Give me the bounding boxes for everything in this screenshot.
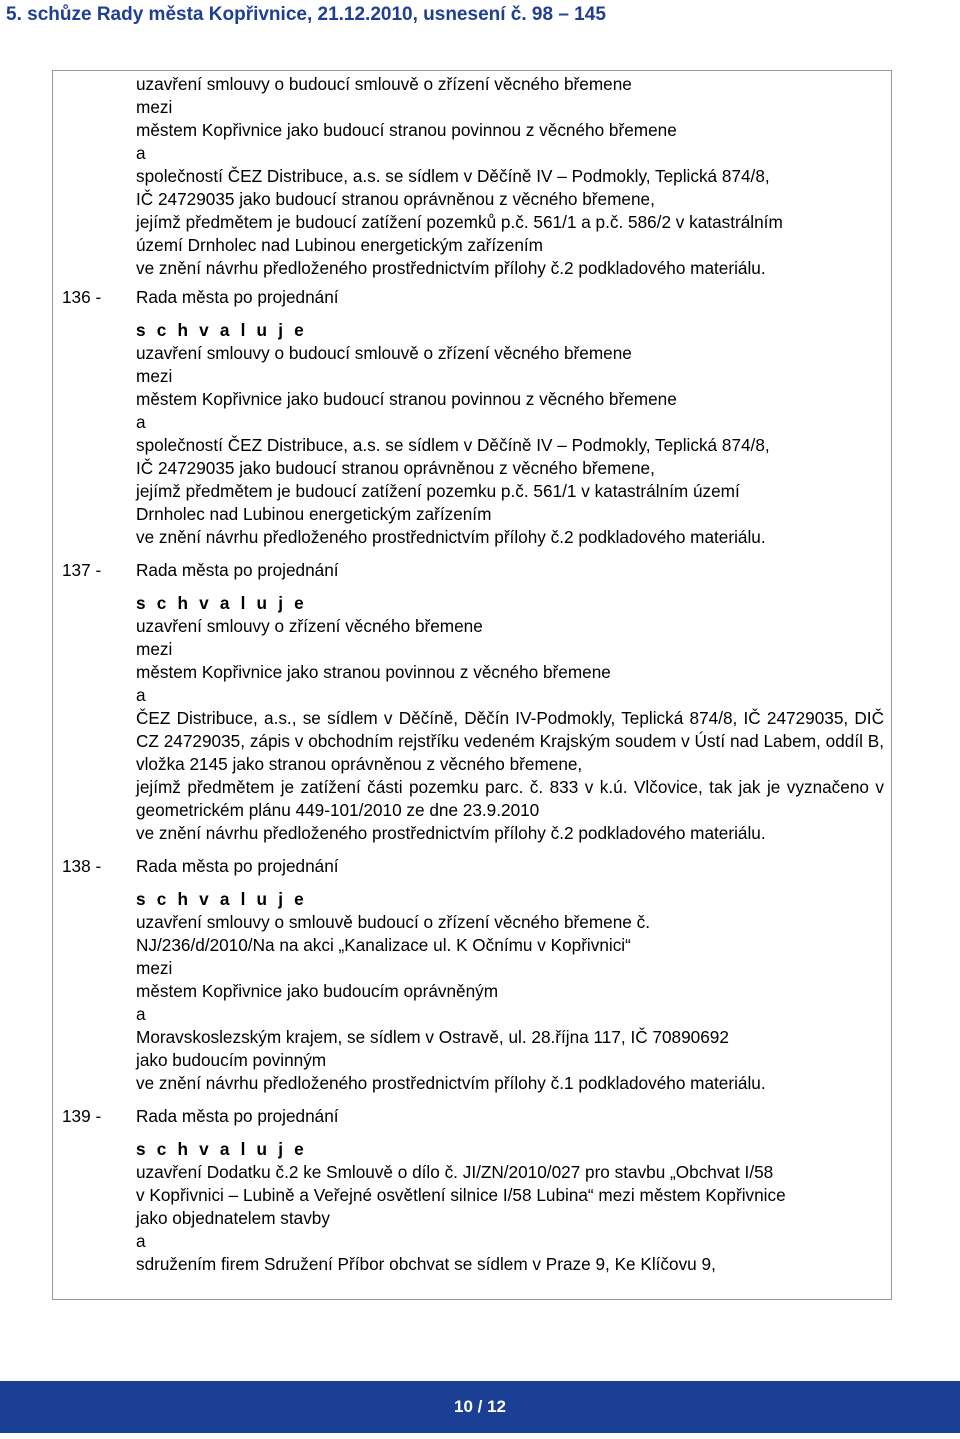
resolution-138: [62, 855, 892, 1095]
text-line: sdružením firem Sdružení Příbor obchvat se sídlem v Praze 9, Ke Klíčovu 9,: [136, 1254, 716, 1274]
text-line: městem Kopřivnice jako budoucí stranou povinnou z věcného břemene: [136, 389, 677, 409]
text-paragraph: ČEZ Distribuce, a.s., se sídlem v Děčíně, Děčín IV-Podmokly, Teplická 874/8, IČ 24729035, DIČ CZ 24729035, zápis v obchodním rejstříku vedeném Krajským soudem v Ústí nad Labem, oddíl B, vložka 2145 jako stranou oprávněnou z věcného břemene,: [136, 708, 884, 774]
text-line: mezi: [136, 97, 173, 117]
text-line: uzavření smlouvy o smlouvě budoucí o zřízení věcného břemene č.: [136, 912, 650, 932]
resolution-number: 138 -: [62, 856, 102, 876]
text-line: uzavření smlouvy o zřízení věcného břemene: [136, 616, 483, 636]
text-line: společností ČEZ Distribuce, a.s. se sídlem v Děčíně IV – Podmokly, Teplická 874/8,: [136, 435, 770, 455]
text-line: uzavření Dodatku č.2 ke Smlouvě o dílo č. JI/ZN/2010/027 pro stavbu „Obchvat I/58: [136, 1162, 774, 1182]
text-line: městem Kopřivnice jako stranou povinnou z věcného břemene: [136, 662, 611, 682]
text-line: IČ 24729035 jako budoucí stranou oprávněnou z věcného břemene,: [136, 458, 655, 478]
resolution-136: [62, 286, 892, 549]
text-line: mezi: [136, 366, 173, 386]
page-number: 10 / 12: [454, 1397, 506, 1416]
text-line: a: [136, 143, 146, 163]
document-content: [62, 73, 892, 1276]
text-line: uzavření smlouvy o budoucí smlouvě o zřízení věcného břemene: [136, 74, 632, 94]
resolution-title: Rada města po projednání: [136, 560, 339, 580]
resolution-heading: [62, 855, 892, 878]
text-paragraph: jejímž předmětem je zatížení části pozemku parc. č. 833 v k.ú. Vlčovice, tak jak je vyznačeno v geometrickém plánu 449-101/2010 ze dne 23.9.2010: [136, 777, 884, 820]
approval-verb: s c h v a l u j e: [136, 320, 307, 340]
text-line: ve znění návrhu předloženého prostřednictvím přílohy č.2 podkladového materiálu.: [136, 823, 766, 843]
resolution-heading: [62, 1105, 892, 1128]
approval-verb: s c h v a l u j e: [136, 889, 307, 909]
resolution-title: Rada města po projednání: [136, 287, 339, 307]
text-line: mezi: [136, 639, 173, 659]
text-line: území Drnholec nad Lubinou energetickým zařízením: [136, 235, 543, 255]
text-line: uzavření smlouvy o budoucí smlouvě o zřízení věcného břemene: [136, 343, 632, 363]
text-line: jejímž předmětem je budoucí zatížení pozemku p.č. 561/1 v katastrálním území: [136, 481, 740, 501]
resolution-137: [62, 559, 892, 845]
text-line: mezi: [136, 958, 173, 978]
resolution-title: Rada města po projednání: [136, 856, 339, 876]
text-line: a: [136, 1004, 146, 1024]
approval-verb: s c h v a l u j e: [136, 593, 307, 613]
text-line: společností ČEZ Distribuce, a.s. se sídlem v Děčíně IV – Podmokly, Teplická 874/8,: [136, 166, 770, 186]
page-header-title: 5. schůze Rady města Kopřivnice, 21.12.2010, usnesení č. 98 – 145: [6, 4, 606, 25]
approval-verb: s c h v a l u j e: [136, 1139, 307, 1159]
text-line: Drnholec nad Lubinou energetickým zařízením: [136, 504, 492, 524]
resolution-139: [62, 1105, 892, 1276]
text-line: městem Kopřivnice jako budoucí stranou povinnou z věcného břemene: [136, 120, 677, 140]
text-line: ve znění návrhu předloženého prostřednictvím přílohy č.2 podkladového materiálu.: [136, 527, 766, 547]
text-line: v Kopřivnici – Lubině a Veřejné osvětlení silnice I/58 Lubina“ mezi městem Kopřivnice: [136, 1185, 786, 1205]
text-line: městem Kopřivnice jako budoucím oprávněným: [136, 981, 499, 1001]
resolution-number: 136 -: [62, 287, 102, 307]
text-line: Moravskoslezským krajem, se sídlem v Ostravě, ul. 28.října 117, IČ 70890692: [136, 1027, 729, 1047]
text-line: jako budoucím povinným: [136, 1050, 327, 1070]
resolution-heading: [62, 286, 892, 309]
intro-block: [62, 73, 892, 280]
text-line: a: [136, 1231, 146, 1251]
page-footer: [0, 1381, 960, 1433]
text-line: ve znění návrhu předloženého prostřednictvím přílohy č.1 podkladového materiálu.: [136, 1073, 766, 1093]
resolution-heading: [62, 559, 892, 582]
text-line: a: [136, 412, 146, 432]
resolution-number: 139 -: [62, 1106, 102, 1126]
text-line: NJ/236/d/2010/Na na akci „Kanalizace ul. K Očnímu v Kopřivnici“: [136, 935, 631, 955]
resolution-title: Rada města po projednání: [136, 1106, 339, 1126]
text-line: ve znění návrhu předloženého prostřednictvím přílohy č.2 podkladového materiálu.: [136, 258, 766, 278]
text-line: jejímž předmětem je budoucí zatížení pozemků p.č. 561/1 a p.č. 586/2 v katastrálním: [136, 212, 783, 232]
text-line: jako objednatelem stavby: [136, 1208, 330, 1228]
text-line: a: [136, 685, 146, 705]
resolution-number: 137 -: [62, 560, 102, 580]
text-line: IČ 24729035 jako budoucí stranou oprávněnou z věcného břemene,: [136, 189, 655, 209]
